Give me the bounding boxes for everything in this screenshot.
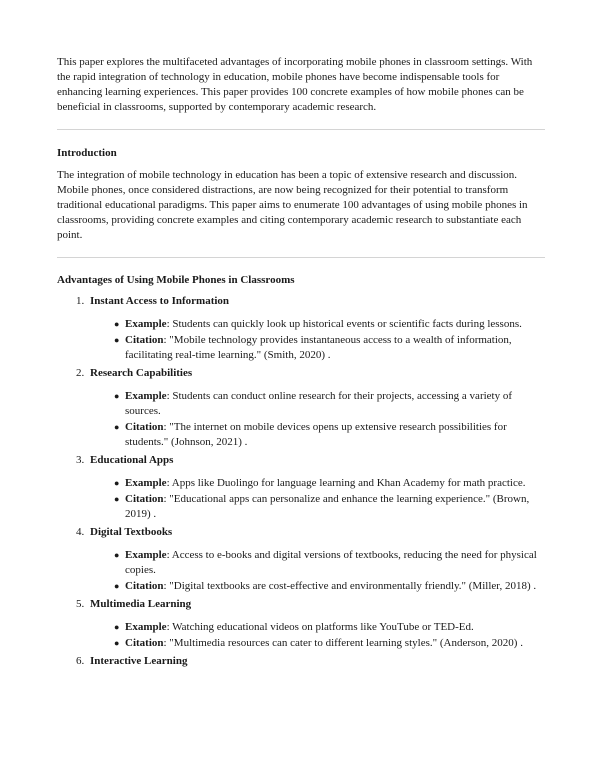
example-text: : Access to e-books and digital versions of textbooks, reducing the need for physical copies. [125, 549, 537, 576]
citation-bullet [90, 333, 545, 363]
advantage-item [57, 525, 545, 594]
advantage-item [57, 453, 545, 522]
citation-label: Citation [125, 334, 164, 346]
item-title: Educational Apps [90, 454, 174, 466]
citation-bullet [90, 420, 545, 450]
item-details [90, 389, 545, 450]
bullet-icon: ● [114, 422, 120, 432]
bullet-icon: ● [114, 581, 120, 591]
citation-label: Citation [125, 580, 164, 592]
example-label: Example [125, 621, 167, 633]
bullet-icon: ● [114, 494, 120, 504]
bullet-icon: ● [114, 319, 120, 329]
divider [57, 257, 545, 258]
example-bullet [90, 548, 545, 578]
citation-text: : "Educational apps can personalize and enhance the learning experience." (Brown, 2019) . [125, 493, 530, 520]
item-number: 3. [76, 454, 85, 466]
example-bullet [90, 389, 545, 419]
bullet-icon: ● [114, 391, 120, 401]
item-number: 6. [76, 655, 85, 667]
introduction-paragraph: The integration of mobile technology in education has been a topic of extensive research and discussion. Mobile phones, once considered distractions, are now being recognized for their potential to transform traditional educational paradigms. This paper aims to enumerate 100 advantages of using mobile phones in classrooms, providing concrete examples and citing contemporary academic research to substantiate each point. [57, 169, 528, 241]
item-details [90, 548, 545, 594]
citation-text: : "The internet on mobile devices opens up extensive research possibilities for students." (Johnson, 2021) . [125, 421, 507, 448]
item-details [90, 476, 545, 522]
example-text: : Students can conduct online research for their projects, accessing a variety of sources. [125, 390, 513, 417]
citation-label: Citation [125, 421, 164, 433]
advantage-item [57, 654, 545, 669]
example-label: Example [125, 390, 167, 402]
item-details [90, 620, 545, 651]
example-text: : Apps like Duolingo for language learning and Khan Academy for math practice. [166, 477, 526, 489]
citation-text: : "Mobile technology provides instantaneous access to a wealth of information, facilitating real-time learning." (Smith, 2020) . [125, 334, 512, 361]
citation-bullet [90, 636, 545, 651]
item-number: 2. [76, 367, 85, 379]
citation-text: : "Digital textbooks are cost-effective and environmentally friendly." (Miller, 2018) . [163, 580, 537, 592]
example-label: Example [125, 549, 167, 561]
bullet-icon: ● [114, 478, 120, 488]
divider [57, 129, 545, 130]
example-bullet [90, 476, 545, 491]
bullet-icon: ● [114, 638, 120, 648]
advantage-item [57, 366, 545, 450]
citation-label: Citation [125, 637, 164, 649]
example-text: : Watching educational videos on platforms like YouTube or TED-Ed. [166, 621, 474, 633]
bullet-icon: ● [114, 335, 120, 345]
advantage-item [57, 597, 545, 651]
bullet-icon: ● [114, 550, 120, 560]
advantages-heading: Advantages of Using Mobile Phones in Classrooms [57, 274, 295, 286]
bullet-icon: ● [114, 622, 120, 632]
item-title: Research Capabilities [90, 367, 193, 379]
item-number: 5. [76, 598, 85, 610]
citation-text: : "Multimedia resources can cater to different learning styles." (Anderson, 2020) . [163, 637, 523, 649]
item-number: 4. [76, 526, 85, 538]
citation-bullet [90, 492, 545, 522]
citation-label: Citation [125, 493, 164, 505]
advantage-item [57, 294, 545, 363]
advantages-list [57, 294, 545, 669]
item-title: Instant Access to Information [90, 295, 230, 307]
item-title: Multimedia Learning [90, 598, 192, 610]
item-number: 1. [76, 295, 85, 307]
item-details [90, 317, 545, 363]
example-text: : Students can quickly look up historical events or scientific facts during lessons. [166, 318, 522, 330]
citation-bullet [90, 579, 545, 594]
abstract-paragraph: This paper explores the multifaceted advantages of incorporating mobile phones in classroom settings. With the rapid integration of technology in education, mobile phones have become indispensable tools for enhancing learning experiences. This paper provides 100 concrete examples of how mobile phones can be beneficial in classrooms, supported by contemporary academic research. [57, 56, 533, 113]
item-title: Interactive Learning [90, 655, 188, 667]
example-bullet [90, 620, 545, 635]
item-title: Digital Textbooks [90, 526, 173, 538]
introduction-heading: Introduction [57, 147, 117, 159]
example-label: Example [125, 318, 167, 330]
example-bullet [90, 317, 545, 332]
example-label: Example [125, 477, 167, 489]
